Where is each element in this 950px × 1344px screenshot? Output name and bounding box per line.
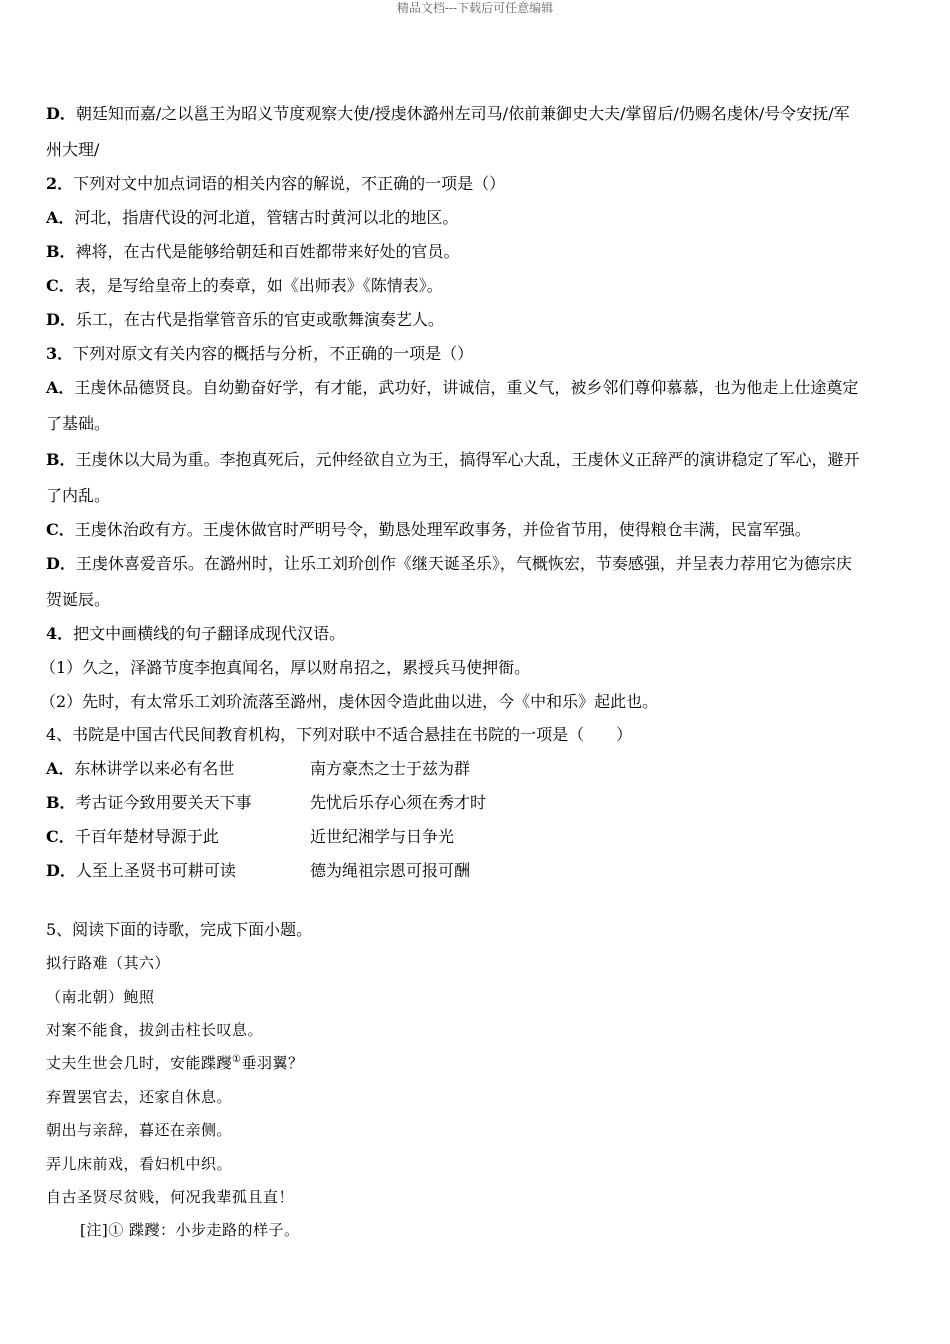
q4-sentence-2: （2）先时，有太常乐工刘玠流落至潞州，虔休因令造此曲以进，今《中和乐》起此也。 — [40, 692, 659, 711]
poem-line-3: 弃置罢官去，还家自休息。 — [46, 1088, 233, 1106]
q3-option-b-line2: 了内乱。 — [46, 486, 111, 505]
page-header: 精品文档---下载后可任意编辑 — [396, 1, 554, 15]
poem-title: 拟行路难（其六） — [46, 954, 171, 972]
q2-option-b: B．裨将，在古代是能够给朝廷和百姓都带来好处的官员。 — [46, 242, 460, 261]
poem-line-5: 弄儿床前戏，看妇机中织。 — [46, 1155, 233, 1173]
q5-stem: 5、阅读下面的诗歌，完成下面小题。 — [46, 920, 313, 939]
poem-line-6: 自古圣贤尽贫贱，何况我辈孤且直！ — [46, 1188, 295, 1206]
q2-stem: 2．下列对文中加点词语的相关内容的解说，不正确的一项是（） — [46, 174, 506, 193]
q3-option-a-line2: 了基础。 — [46, 414, 111, 433]
q1-option-d-line2: 州大理/ — [46, 140, 100, 159]
q1-option-d-line1: D．朝廷知而嘉/之以邕王为昭义节度观察大使/授虔休潞州左司马/依前兼御史大夫/掌留后/仍赐名虔休/号令安抚/军 — [46, 104, 850, 123]
q4-stem: 4．把文中画横线的句子翻译成现代汉语。 — [46, 624, 346, 643]
q3-stem: 3．下列对原文有关内容的概括与分析，不正确的一项是（） — [46, 344, 474, 363]
q3-option-a-line1: A．王虔休品德贤良。自幼勤奋好学，有才能，武功好，讲诚信，重义气，被乡邻们尊仰慕慕，也为他走上仕途奠定 — [46, 378, 859, 397]
q2-option-a: A．河北，指唐代设的河北道，管辖古时黄河以北的地区。 — [46, 208, 459, 227]
q4b-stem: 4、书院是中国古代民间教育机构，下列对联中不适合悬挂在书院的一项是（ ） — [46, 725, 633, 744]
q4b-option-c: C．千百年楚材导源于此 近世纪湘学与日争光 — [46, 827, 455, 846]
q3-option-d-line1: D．王虔休喜爱音乐。在潞州时，让乐工刘玠创作《继天诞圣乐》，气概恢宏，节奏感强，并呈表力荐用它为德宗庆 — [46, 554, 852, 573]
q4b-option-a: A．东林讲学以来必有名世 南方豪杰之士于兹为群 — [46, 759, 471, 778]
q4b-option-d: D．人至上圣贤书可耕可读 德为绳祖宗恩可报可酬 — [46, 861, 471, 880]
poem-line-4: 朝出与亲辞，暮还在亲侧。 — [46, 1121, 233, 1139]
q2-option-c: C．表，是写给皇帝上的奏章，如《出师表》《陈情表》。 — [46, 276, 443, 295]
q3-option-b-line1: B．王虔休以大局为重。李抱真死后，元仲经欲自立为王，搞得军心大乱，王虔休义正辞严的演讲稳定了军心，避开 — [46, 450, 860, 469]
q3-option-d-line2: 贺诞辰。 — [46, 590, 111, 609]
footnote-marker: ① — [232, 1054, 242, 1065]
q4b-option-b: B．考古证今致用要关天下事 先忧后乐存心须在秀才时 — [46, 793, 487, 812]
q4-sentence-1: （1）久之，泽潞节度李抱真闻名，厚以财帛招之，累授兵马使押衙。 — [40, 658, 531, 677]
poem-line-2: 丈夫生世会几时，安能蹀躞①垂羽翼？ — [46, 1054, 304, 1072]
poem-author: （南北朝）鲍照 — [46, 988, 155, 1006]
poem-footnote: [注]① 蹀躞：小步走路的样子。 — [80, 1221, 300, 1239]
q3-option-c: C．王虔休治政有方。王虔休做官时严明号令，勤恳处理军政事务，并俭省节用，使得粮仓丰满，民富军强。 — [46, 520, 811, 539]
q2-option-d: D．乐工，在古代是指掌管音乐的官吏或歌舞演奏艺人。 — [46, 310, 444, 329]
poem-line-1: 对案不能食，拔剑击柱长叹息。 — [46, 1021, 264, 1039]
